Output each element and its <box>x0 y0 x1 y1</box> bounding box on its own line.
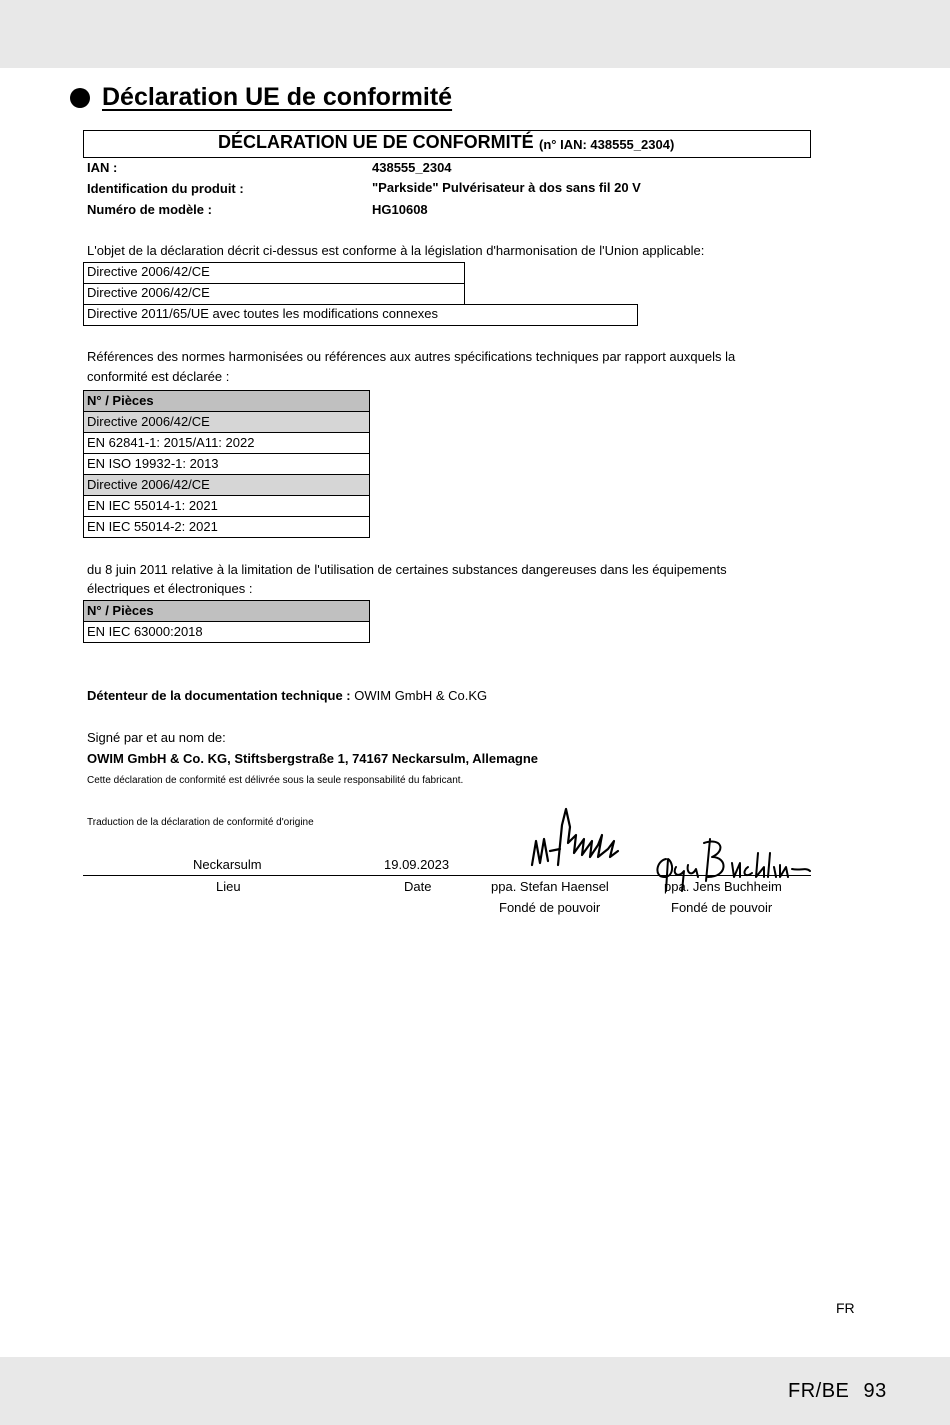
tech-doc-value: OWIM GmbH & Co.KG <box>354 688 488 703</box>
page-footer <box>788 1380 887 1403</box>
tech-doc-label: Détenteur de la documentation technique : <box>87 688 351 703</box>
rohs-text-line2: électriques et électroniques : <box>87 581 253 596</box>
page-label: FR/BE <box>788 1380 850 1402</box>
directive-row: Directive 2006/42/CE <box>83 283 465 305</box>
table-row: Directive 2006/42/CE <box>84 412 370 433</box>
date-label: Date <box>404 879 432 894</box>
language-code: FR <box>836 1300 855 1316</box>
object-text: L'objet de la déclaration décrit ci-dessus est conforme à la législation d'harmonisation de l'Union applicable: <box>87 243 705 258</box>
declaration-ian: (n° IAN: 438555_2304) <box>539 137 675 152</box>
declaration-title: DÉCLARATION UE DE CONFORMITÉ <box>218 132 534 152</box>
table-row: EN ISO 19932-1: 2013 <box>84 454 370 475</box>
date-value: 19.09.2023 <box>384 857 450 872</box>
directive-row: Directive 2011/65/UE avec toutes les modifications connexes <box>83 304 638 326</box>
page-heading: Déclaration UE de conformité <box>102 83 453 111</box>
heading-bullet-icon <box>70 88 90 108</box>
references-text-line1: Références des normes harmonisées ou références aux autres spécifications techniques par rapport auxquels la <box>87 349 736 364</box>
page-number: 93 <box>863 1380 887 1402</box>
signed-by: Signé par et au nom de: <box>87 730 226 745</box>
top-band <box>0 0 950 68</box>
place-label: Lieu <box>216 879 241 894</box>
product-id-value: "Parkside" Pulvérisateur à dos sans fil 20 V <box>372 180 641 195</box>
rohs-table <box>83 600 370 643</box>
signer1-name: ppa. Stefan Haensel <box>491 879 609 894</box>
signature-line <box>83 875 811 876</box>
table-row: EN IEC 55014-1: 2021 <box>84 496 370 517</box>
signer2-name: ppa. Jens Buchheim <box>664 879 782 894</box>
table-row: Directive 2006/42/CE <box>84 475 370 496</box>
standards-table-header: N° / Pièces <box>84 391 370 412</box>
translation-note: Traduction de la déclaration de conformité d'origine <box>87 817 314 828</box>
company-address: OWIM GmbH & Co. KG, Stiftsbergstraße 1, 74167 Neckarsulm, Allemagne <box>87 751 539 766</box>
signer2-role: Fondé de pouvoir <box>671 900 773 915</box>
rohs-table-header: N° / Pièces <box>84 601 370 622</box>
signature-haensel-icon <box>528 805 620 873</box>
rohs-text-line1: du 8 juin 2011 relative à la limitation de l'utilisation de certaines substances dangereuses dans les équipements <box>87 562 727 577</box>
place-value: Neckarsulm <box>193 857 262 872</box>
model-value: HG10608 <box>372 202 428 217</box>
references-text-line2: conformité est déclarée : <box>87 369 230 384</box>
tech-doc-line <box>87 688 487 703</box>
product-id-label: Identification du produit : <box>87 181 244 196</box>
signer1-role: Fondé de pouvoir <box>499 900 601 915</box>
table-row: EN IEC 55014-2: 2021 <box>84 517 370 538</box>
table-row: EN 62841-1: 2015/A11: 2022 <box>84 433 370 454</box>
table-row: EN IEC 63000:2018 <box>84 622 370 643</box>
standards-table <box>83 390 370 538</box>
declaration-title-box <box>83 130 811 158</box>
directive-row: Directive 2006/42/CE <box>83 262 465 284</box>
responsibility-note: Cette déclaration de conformité est délivrée sous la seule responsabilité du fabricant. <box>87 775 464 786</box>
ian-value: 438555_2304 <box>372 160 452 175</box>
ian-label: IAN : <box>87 160 118 175</box>
model-label: Numéro de modèle : <box>87 202 212 217</box>
